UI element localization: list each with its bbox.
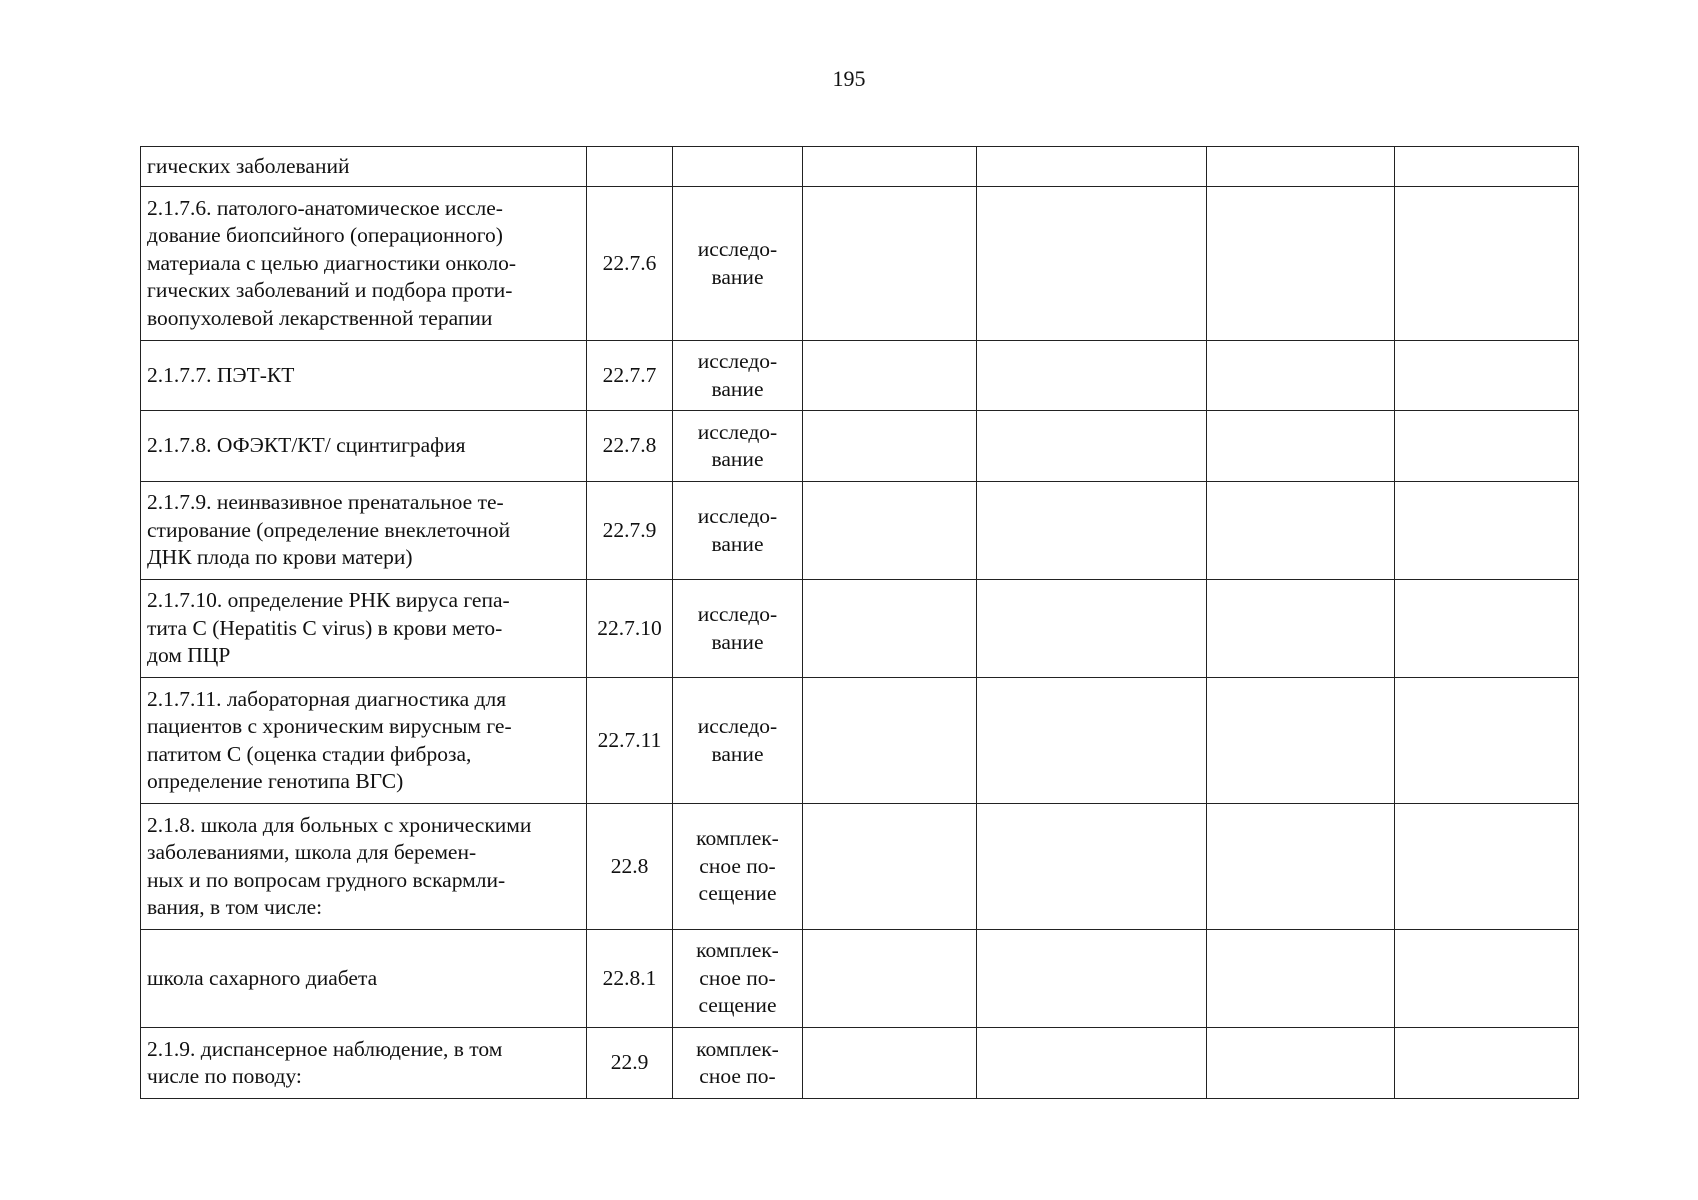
cell-empty (977, 1028, 1207, 1099)
cell-empty (1395, 580, 1579, 678)
row-name-text: 2.1.8. школа для больных с хроническими заболеваниями, школа для беремен- ных и по вопросам грудного вскармли- вания, в том числе: (147, 812, 532, 919)
row-unit-text: исследо- вание (697, 237, 778, 289)
cell-name (141, 580, 587, 678)
cell-empty (977, 411, 1207, 482)
cell-empty (803, 341, 977, 411)
cell-code: 22.8 (587, 804, 673, 930)
table-row (141, 482, 1579, 580)
table-row (141, 341, 1579, 411)
cell-name (141, 678, 587, 804)
cell-empty (803, 678, 977, 804)
table-row (141, 187, 1579, 341)
row-name-text: 2.1.7.11. лабораторная диагностика для пациентов с хроническим вирусным ге- патитом С (оценка стадии фиброза, определение генотипа ВГС) (147, 686, 512, 793)
row-unit-text: исследо- вание (697, 419, 778, 471)
cell-unit (673, 678, 803, 804)
cell-empty (803, 411, 977, 482)
cell-name (141, 930, 587, 1028)
row-unit-text: исследо- вание (697, 602, 778, 654)
cell-unit (673, 580, 803, 678)
cell-unit (673, 411, 803, 482)
row-name-text: 2.1.7.8. ОФЭКТ/КТ/ сцинтиграфия (147, 433, 466, 458)
row-name-text: 2.1.9. диспансерное наблюдение, в том числе по поводу: (147, 1036, 503, 1088)
cell-unit (673, 1028, 803, 1099)
row-unit-text: комплек- сное по- сещение (696, 826, 779, 906)
cell-unit (673, 147, 803, 187)
cell-empty (1207, 678, 1395, 804)
cell-empty (1207, 1028, 1395, 1099)
row-unit-text: комплек- сное по- (696, 1036, 779, 1088)
cell-unit (673, 341, 803, 411)
cell-name (141, 1028, 587, 1099)
table-row (141, 411, 1579, 482)
row-unit-text: исследо- вание (697, 504, 778, 556)
row-name-text: 2.1.7.10. определение РНК вируса гепа- тита С (Hepatitis C virus) в крови мето- дом ПЦР (147, 588, 510, 668)
cell-code: 22.7.10 (587, 580, 673, 678)
cell-empty (1395, 187, 1579, 341)
cell-empty (803, 580, 977, 678)
row-name-text: гических заболеваний (147, 153, 350, 178)
cell-name (141, 411, 587, 482)
cell-empty (1395, 147, 1579, 187)
cell-empty (1207, 147, 1395, 187)
page-number: 195 (832, 66, 866, 91)
cell-name (141, 804, 587, 930)
cell-empty (1207, 341, 1395, 411)
cell-empty (1395, 411, 1579, 482)
cell-empty (977, 930, 1207, 1028)
cell-empty (977, 482, 1207, 580)
cell-empty (1207, 411, 1395, 482)
table-row (141, 678, 1579, 804)
cell-empty (977, 341, 1207, 411)
cell-empty (1395, 1028, 1579, 1099)
cell-empty (1207, 580, 1395, 678)
cell-code (587, 147, 673, 187)
table-row (141, 147, 1579, 187)
row-unit-text: исследо- вание (697, 349, 778, 401)
cell-code: 22.7.6 (587, 187, 673, 341)
cell-empty (977, 147, 1207, 187)
cell-empty (977, 678, 1207, 804)
cell-code: 22.7.8 (587, 411, 673, 482)
cell-code: 22.7.7 (587, 341, 673, 411)
cell-empty (1207, 482, 1395, 580)
cell-code: 22.9 (587, 1028, 673, 1099)
data-table (140, 146, 1579, 1099)
cell-empty (1395, 678, 1579, 804)
cell-empty (1207, 187, 1395, 341)
cell-name (141, 341, 587, 411)
cell-empty (803, 1028, 977, 1099)
cell-empty (1395, 482, 1579, 580)
cell-code: 22.8.1 (587, 930, 673, 1028)
cell-empty (803, 482, 977, 580)
row-unit-text: комплек- сное по- сещение (696, 938, 779, 1018)
cell-unit (673, 482, 803, 580)
cell-unit (673, 930, 803, 1028)
cell-empty (1395, 930, 1579, 1028)
cell-unit (673, 804, 803, 930)
cell-empty (1207, 930, 1395, 1028)
row-name-text: школа сахарного диабета (147, 965, 378, 990)
cell-empty (977, 804, 1207, 930)
cell-name (141, 147, 587, 187)
table-row (141, 1028, 1579, 1099)
cell-empty (803, 930, 977, 1028)
row-name-text: 2.1.7.7. ПЭТ-КТ (147, 362, 295, 387)
cell-empty (803, 147, 977, 187)
cell-empty (803, 187, 977, 341)
cell-empty (803, 804, 977, 930)
table-row (141, 580, 1579, 678)
row-name-text: 2.1.7.6. патолого-анатомическое иссле- дование биопсийного (операционного) материала с целью диагностики онколо- гических заболеваний и подбора проти- воопухолевой лекарственной терапии (147, 195, 517, 330)
row-name-text: 2.1.7.9. неинвазивное пренатальное те- стирование (определение внеклеточной ДНК плода по крови матери) (147, 490, 511, 570)
cell-empty (977, 187, 1207, 341)
cell-empty (1207, 804, 1395, 930)
cell-name (141, 482, 587, 580)
row-unit-text: исследо- вание (697, 714, 778, 766)
cell-empty (1395, 341, 1579, 411)
cell-empty (977, 580, 1207, 678)
cell-unit (673, 187, 803, 341)
table-row (141, 930, 1579, 1028)
table-row (141, 804, 1579, 930)
cell-code: 22.7.9 (587, 482, 673, 580)
cell-name (141, 187, 587, 341)
cell-code: 22.7.11 (587, 678, 673, 804)
cell-empty (1395, 804, 1579, 930)
